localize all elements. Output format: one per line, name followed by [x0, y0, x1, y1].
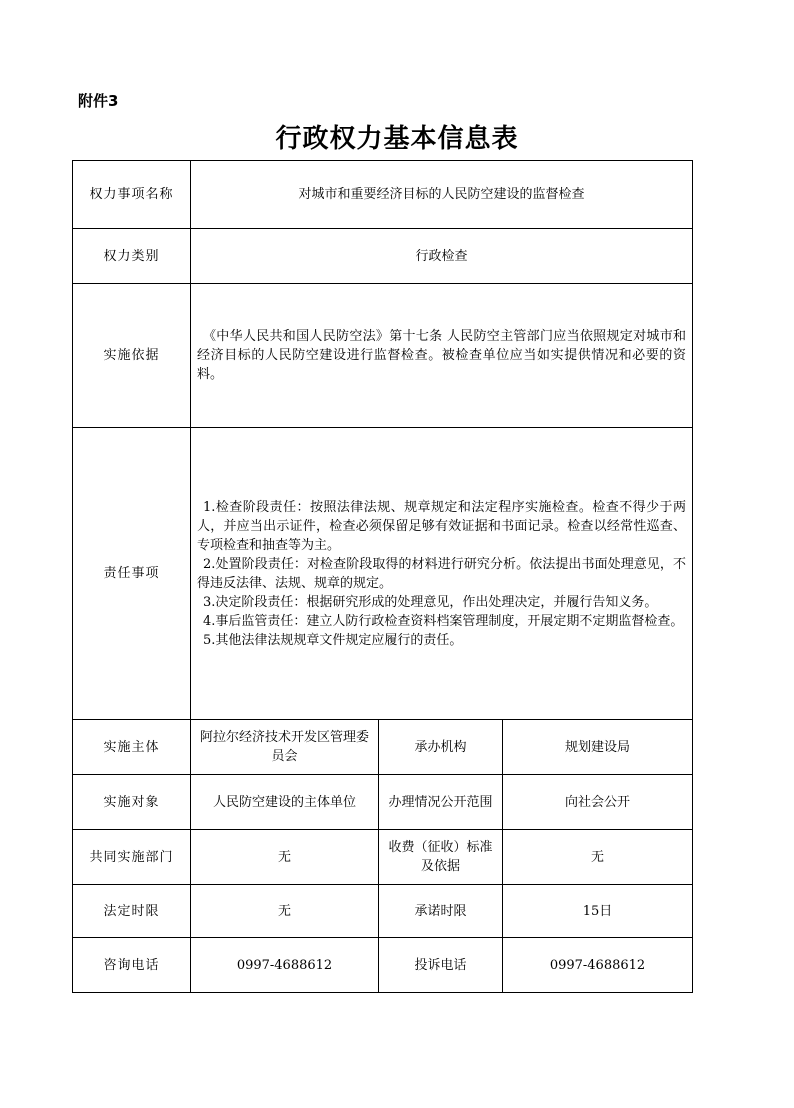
row-subject [73, 720, 693, 775]
duty-item-4: 4.事后监管责任：建立人防行政检查资料档案管理制度，开展定期不定期监督检查。 [203, 613, 684, 629]
subject-value: 阿拉尔经济技术开发区管理委员会 [191, 720, 379, 775]
power-type-value: 行政检查 [191, 229, 693, 284]
row-power-type [73, 229, 693, 284]
power-name-label: 权力事项名称 [73, 161, 191, 229]
basis-label: 实施依据 [73, 284, 191, 428]
time-limit-value: 无 [191, 885, 379, 938]
row-joint [73, 830, 693, 885]
duties-value [191, 428, 693, 720]
agency-label: 承办机构 [379, 720, 503, 775]
complaint-phone-value: 0997-4688612 [503, 938, 693, 993]
complaint-phone-label: 投诉电话 [379, 938, 503, 993]
consult-phone-value: 0997-4688612 [191, 938, 379, 993]
row-time-limit [73, 885, 693, 938]
row-duties [73, 428, 693, 720]
consult-phone-label: 咨询电话 [73, 938, 191, 993]
page-title: 行政权力基本信息表 [275, 124, 519, 154]
row-power-name [73, 161, 693, 229]
promise-limit-value: 15日 [503, 885, 693, 938]
promise-limit-label: 承诺时限 [379, 885, 503, 938]
row-target [73, 775, 693, 830]
time-limit-label: 法定时限 [73, 885, 191, 938]
joint-label: 共同实施部门 [73, 830, 191, 885]
fee-value: 无 [503, 830, 693, 885]
duties-label: 责任事项 [73, 428, 191, 720]
power-name-value: 对城市和重要经济目标的人民防空建设的监督检查 [191, 161, 693, 229]
joint-value: 无 [191, 830, 379, 885]
fee-label: 收费（征收）标准及依据 [379, 830, 503, 885]
duty-item-1: 1.检查阶段责任：按照法律法规、规章规定和法定程序实施检查。检查不得少于两人，并应当出示证件，检查必须保留足够有效证据和书面记录。检查以经常性巡查、专项检查和抽查等为主。 [197, 499, 686, 553]
row-basis [73, 284, 693, 428]
power-type-label: 权力类别 [73, 229, 191, 284]
subject-label: 实施主体 [73, 720, 191, 775]
duty-item-3: 3.决定阶段责任：根据研究形成的处理意见，作出处理决定，并履行告知义务。 [203, 594, 658, 610]
target-label: 实施对象 [73, 775, 191, 830]
duty-item-5: 5.其他法律法规规章文件规定应履行的责任。 [203, 632, 463, 648]
agency-value: 规划建设局 [503, 720, 693, 775]
disclosure-label: 办理情况公开范围 [379, 775, 503, 830]
target-value: 人民防空建设的主体单位 [191, 775, 379, 830]
info-table [72, 160, 693, 993]
attachment-label: 附件3 [78, 92, 119, 110]
disclosure-value: 向社会公开 [503, 775, 693, 830]
row-phone [73, 938, 693, 993]
duty-item-2: 2.处置阶段责任：对检查阶段取得的材料进行研究分析。依法提出书面处理意见，不得违反法律、法规、规章的规定。 [197, 556, 686, 591]
basis-text: 《中华人民共和国人民防空法》第十七条 人民防空主管部门应当依照规定对城市和经济目标的人民防空建设进行监督检查。被检查单位应当如实提供情况和必要的资料。 [197, 329, 686, 382]
basis-value [191, 284, 693, 428]
